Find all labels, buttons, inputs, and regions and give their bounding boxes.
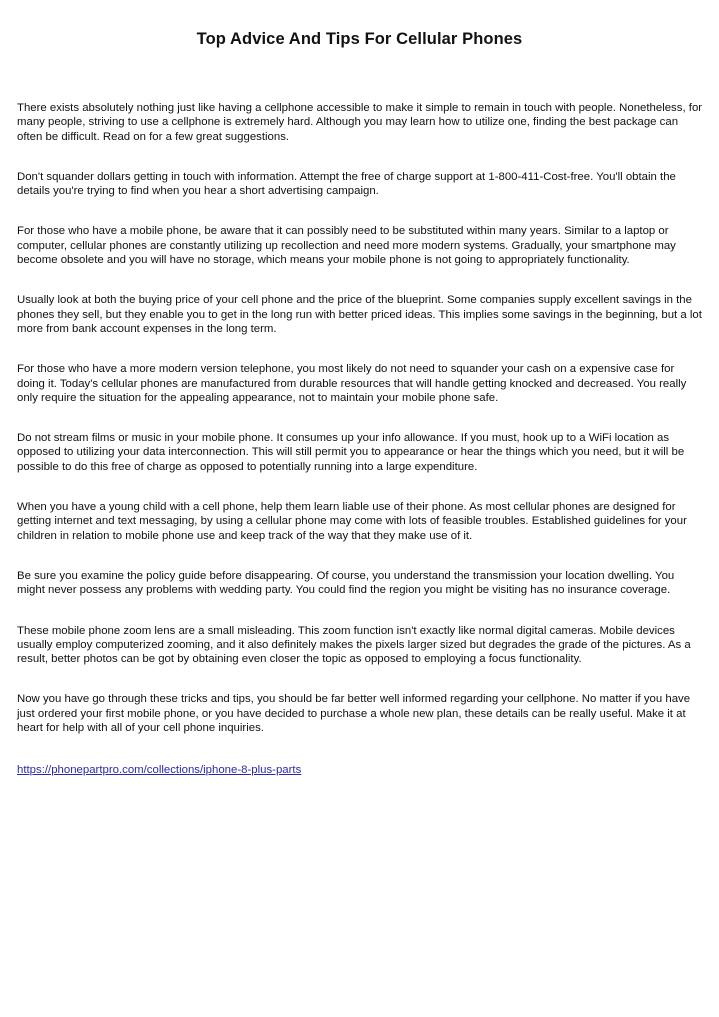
paragraph-1: There exists absolutely nothing just like having a cellphone accessible to make it simple to remain in touch with people. Nonetheless, for many people, striving to use a cellphone is extremely hard. Although you may learn how to utilize one, finding the best package can often be difficult. Read on for a few great suggestions.	[17, 102, 703, 143]
paragraph-3: For those who have a mobile phone, be aware that it can possibly need to be substituted within many years. Similar to a laptop or computer, cellular phones are constantly utilizing up recollection and need more modern systems. Gradually, your smartphone may become obsolete and you will have no storage, which means your mobile phone is not going to appropriately functionality.	[17, 225, 676, 267]
paragraph-7: When you have a young child with a cell phone, help them learn liable use of their phone. As most cellular phones are designed for getting internet and text messaging, by using a cellular phone may come with lots of feasible troubles. Established guidelines for your children in relation to mobile phone use and keep track of the way that they make use of it.	[17, 501, 687, 542]
page-title: Top Advice And Tips For Cellular Phones	[196, 30, 523, 48]
paragraph-10: Now you have go through these tricks and tips, you should be far better well informed regarding your cellphone. No matter if you have just ordered your first mobile phone, or you have decided to purchase a whole new plan, these details can be really useful. Make it at heart for help with all of your cell phone inquiries.	[17, 693, 691, 735]
article-body	[17, 101, 704, 761]
source-link[interactable]: https://phonepartpro.com/collections/iphone-8-plus-parts	[17, 764, 302, 776]
paragraph-2: Don't squander dollars getting in touch with information. Attempt the free of charge support at 1-800-411-Cost-free. You'll obtain the details you're trying to find when you hear a short advertising campaign.	[17, 170, 676, 198]
paragraph-4: Usually look at both the buying price of your cell phone and the price of the blueprint. Some companies supply excellent savings in the phones they sell, but they enable you to get in the long run with better priced ideas. This implies some savings in the beginning, but a lot more from bank account expenses in the long term.	[17, 294, 702, 335]
paragraph-5: For those who have a more modern version telephone, you most likely do not need to squander your cash on a expensive case for doing it. Today's cellular phones are manufactured from durable resources that will handle getting knocked and decreased. You really only require the situation for the appealing appearance, not to maintain your mobile phone safe.	[17, 363, 687, 404]
paragraph-8: Be sure you examine the policy guide before disappearing. Of course, you understand the transmission your location dwelling. You might never possess any problems with wedding party. You could find the region you might be visiting has no insurance coverage.	[17, 569, 675, 597]
paragraph-6: Do not stream films or music in your mobile phone. It consumes up your info allowance. If you must, hook up to a WiFi location as opposed to utilizing your data interconnection. This will still permit you to appearance or hear the things which you need, but it will be possible to do this free of charge as opposed to potentially running into a large expenditure.	[17, 432, 685, 473]
paragraph-9: These mobile phone zoom lens are a small misleading. This zoom function isn't exactly like normal digital cameras. Mobile devices usually employ computerized zooming, and it also definitely makes the pixels larger sized but degrades the grade of the pictures. As a result, better photos can be got by obtaining even closer the topic as opposed to employing a focus functionality.	[17, 624, 691, 666]
